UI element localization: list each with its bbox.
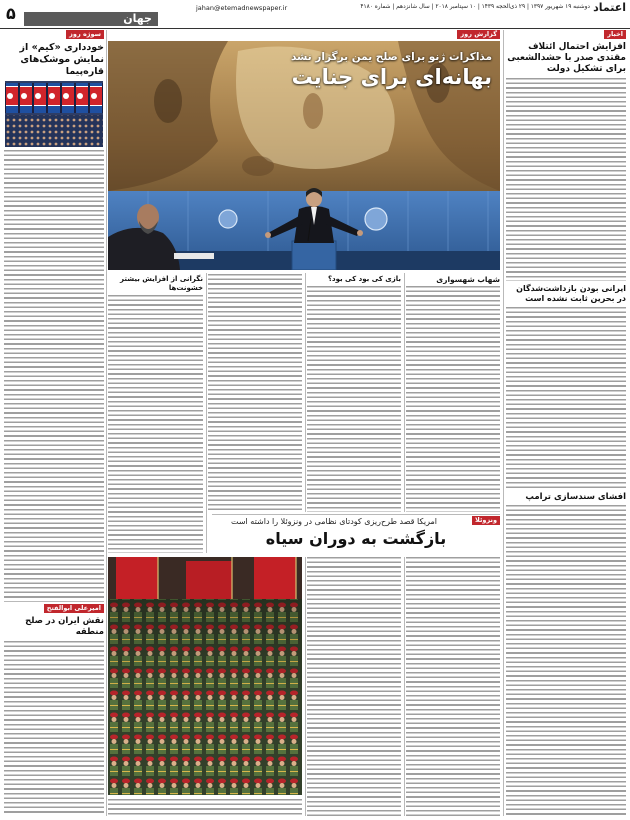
news-label: اخبار — [604, 30, 626, 39]
mural-figure — [242, 156, 274, 176]
masthead — [0, 0, 630, 29]
stadium-photo — [5, 81, 103, 147]
feature-column-3 — [208, 274, 302, 512]
speaker-hand — [265, 232, 271, 238]
column-divider — [404, 557, 405, 816]
page-number: ۵ — [6, 4, 16, 23]
body-text — [406, 286, 500, 512]
feature-kicker: مذاکرات ژنو برای صلح یمن برگزار نشد — [290, 51, 492, 63]
body-text — [208, 274, 302, 512]
feature-column-2 — [307, 273, 401, 512]
venezuela-title: بازگشت به دوران سیاه — [265, 529, 447, 548]
opinion-headline: نقش ایران در صلح منطقه — [25, 616, 104, 637]
un-emblem-icon — [219, 210, 237, 228]
body-text — [4, 641, 104, 816]
body-text — [307, 557, 401, 816]
spotlight-column — [4, 30, 104, 598]
column-divider — [305, 557, 306, 816]
news-headline: افزایش احتمال ائتلاف مقتدی صدر با حشدالشعبی برای تشکیل دولت — [507, 42, 626, 74]
body-text — [506, 307, 626, 489]
flag-row — [5, 83, 103, 113]
opinion-column — [4, 604, 104, 816]
feature-headline — [250, 50, 492, 91]
column-divider — [206, 273, 207, 553]
spotlight-headline: خودداری «کیم» از نمایش موشک‌های قاره‌پیما — [19, 42, 104, 77]
body-text — [506, 78, 626, 281]
feature-subhead: نگرانی از افزایش بیشتر خشونت‌ها — [120, 275, 203, 292]
section-title: جهان — [123, 12, 152, 25]
news-item-headline: افشای سندسازی ترامپ — [525, 492, 626, 503]
venezuela-column-1 — [406, 557, 500, 816]
body-text — [4, 150, 104, 598]
body-text — [108, 799, 302, 816]
column-divider — [305, 273, 306, 512]
mural-figure — [303, 93, 323, 129]
body-text — [506, 505, 626, 816]
venezuela-kicker: امریکا قصد طرح‌ریزی کودتای نظامی در ونزوئلا را داشته است — [230, 517, 438, 526]
feature-column-1 — [406, 273, 500, 512]
body-text — [108, 295, 203, 553]
un-emblem-icon — [365, 208, 387, 230]
news-item-headline: ایرانی بودن بازداشت‌شدگان در بحرین ثابت نشده است — [516, 284, 626, 304]
column-divider — [106, 30, 107, 816]
parade-photo-graphic — [108, 557, 302, 795]
feature-subhead: بازی کی بود کی بود؟ — [327, 275, 401, 283]
mural-figure — [154, 79, 182, 123]
column-divider — [503, 30, 504, 816]
venezuela-label: ونزوئلا — [472, 516, 500, 525]
section-divider — [212, 514, 500, 515]
feature-column-4 — [108, 273, 203, 553]
section-email: jahan@etemadnewspaper.ir — [196, 4, 288, 12]
body-text — [307, 286, 401, 512]
feature-byline: شهاب شهسواری — [436, 275, 500, 284]
red-flag — [254, 557, 296, 601]
red-flag — [116, 557, 158, 599]
parade-photo — [108, 557, 302, 795]
opinion-label: امیرعلی ابوالفتح — [44, 604, 104, 613]
column-divider — [404, 273, 405, 512]
venezuela-header — [212, 516, 500, 554]
parade-caption — [108, 799, 302, 816]
podium — [292, 241, 336, 270]
stadium-photo-graphic — [5, 81, 103, 147]
desk-papers — [174, 253, 214, 259]
news-column — [506, 30, 626, 816]
body-text — [406, 557, 500, 816]
photo-depth-shade — [108, 599, 302, 699]
spotlight-label: سوژه روز — [66, 30, 104, 39]
speaker-hand — [357, 230, 363, 236]
section-band — [24, 12, 158, 26]
crowd-stands — [5, 115, 103, 147]
feature-label: گزارش روز — [457, 30, 500, 39]
venezuela-column-2 — [307, 557, 401, 816]
section-divider — [4, 601, 104, 602]
feature-title: بهانه‌ای برای جنایت — [291, 65, 492, 89]
date-line: دوشنبه ۱۹ شهریور ۱۳۹۷ | ۲۹ ذی‌الحجه ۱۴۳۹ | ۱۰ سپتامبر ۲۰۱۸ | سال شانزدهم | شماره ۴۱۸۰ — [360, 4, 590, 10]
newspaper-logo: اعتماد — [593, 1, 626, 14]
red-flag — [186, 561, 232, 601]
